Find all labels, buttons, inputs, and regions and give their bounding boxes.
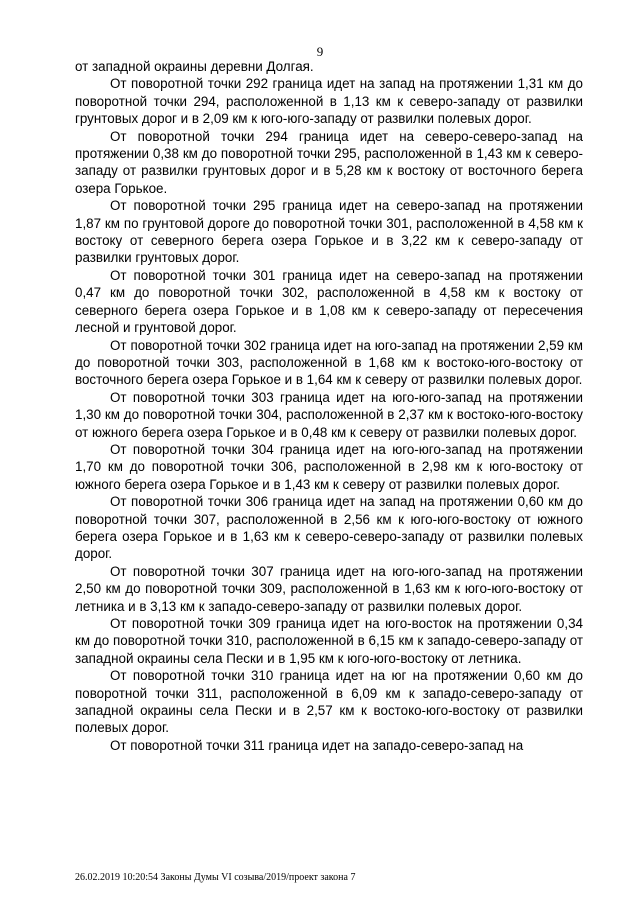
document-body [75,58,583,754]
paragraph: От поворотной точки 303 граница идет на юго-юго-запад на протяжении 1,30 км до поворотной точки 304, расположенной в 2,37 км к востоко-юго-востоку от южного берега озера Горькое и в 0,48 км к северу от развилки полевых дорог. [75,389,583,440]
footer-stamp: 26.02.2019 10:20:54 Законы Думы VI созыва/2019/проект закона 7 [75,872,356,883]
paragraph: От поворотной точки 307 граница идет на юго-юго-запад на протяжении 2,50 км до поворотной точки 309, расположенной в 1,63 км к юго-юго-востоку от летника и в 3,13 км к западо-северо-западу от развилки полевых дорог. [75,563,583,614]
paragraph: От поворотной точки 311 граница идет на западо-северо-запад на [110,737,524,753]
paragraph: От поворотной точки 294 граница идет на северо-северо-запад на протяжении 0,38 км до поворотной точки 295, расположенной в 1,43 км к северо-западу от развилки грунтовых дорог и в 5,28 км к востоку от восточного берега озера Горькое. [75,128,583,196]
paragraph: От поворотной точки 304 граница идет на юго-юго-запад на протяжении 1,70 км до поворотной точки 306, расположенной в 2,98 км к юго-востоку от южного берега озера Горькое и в 1,43 км к северу от развилки полевых дорог. [75,441,583,492]
paragraph: От поворотной точки 292 граница идет на запад на протяжении 1,31 км до поворотной точки 294, расположенной в 1,13 км к северо-западу от развилки грунтовых дорог и в 2,09 км к юго-юго-западу от развилки полевых дорог. [75,76,583,127]
paragraph: От поворотной точки 310 граница идет на юг на протяжении 0,60 км до поворотной точки 311, расположенной в 6,09 км к западо-северо-западу от западной окраины села Пески и в 2,57 км к востоко-юго-востоку от развилки полевых дорог. [75,668,583,736]
paragraph: От поворотной точки 295 граница идет на северо-запад на протяжении 1,87 км по грунтовой дороге до поворотной точки 301, расположенной в 4,58 км к востоку от северного берега озера Горькое и в 3,22 км к северо-западу от развилки грунтовых дорог. [75,198,583,266]
paragraph: От поворотной точки 309 граница идет на юго-восток на протяжении 0,34 км до поворотной точки 310, расположенной в 6,15 км к западо-северо-западу от западной окраины села Пески и в 1,95 км к юго-юго-востоку от летника. [75,616,583,666]
paragraph: От поворотной точки 301 граница идет на северо-запад на протяжении 0,47 км до поворотной точки 302, расположенной в 4,58 км к востоку от северного берега озера Горькое и в 1,08 км к северо-западу от пересечения лесной и грунтовой дорог. [75,267,583,336]
paragraph: От поворотной точки 302 граница идет на юго-запад на протяжении 2,59 км до поворотной точки 303, расположенной в 1,68 км к востоко-юго-востоку от восточного берега озера Горькое и в 1,64 км к северу от развилки полевых дорог. [75,337,583,388]
paragraph: От поворотной точки 306 граница идет на запад на протяжении 0,60 км до поворотной точки 307, расположенной в 2,56 км к юго-юго-востоку от южного берега озера Горькое и в 1,63 км к северо-северо-западу от развилки полевых дорог. [75,494,583,562]
paragraph: от западной окраины деревни Долгая. [75,59,314,74]
page-number: 9 [316,44,324,59]
